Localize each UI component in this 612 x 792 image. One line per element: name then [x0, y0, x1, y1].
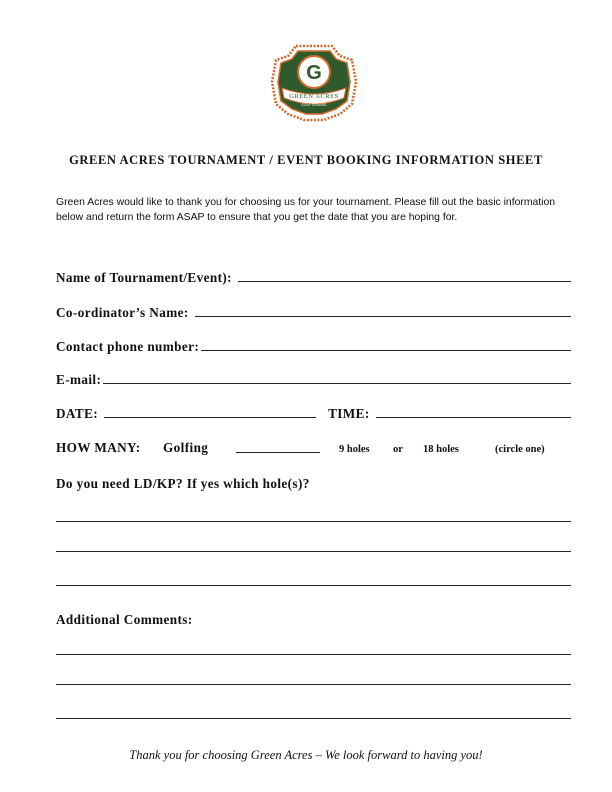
- closing-thanks: Thank you for choosing Green Acres – We look forward to having you!: [129, 748, 483, 762]
- tournament-name-label: Name of Tournament/Event):: [56, 270, 232, 285]
- ldkp-question: [56, 476, 571, 492]
- eighteen-holes-option[interactable]: 18 holes: [423, 444, 459, 455]
- logo-letter: G: [306, 62, 322, 84]
- ldkp-answer-line-3[interactable]: [56, 585, 571, 586]
- ldkp-answer-line-1[interactable]: [56, 521, 571, 522]
- page-title: GREEN ACRES TOURNAMENT / EVENT BOOKING INFORMATION SHEET: [69, 153, 543, 167]
- nine-holes-option[interactable]: 9 holes: [339, 444, 370, 455]
- contact-phone-label: Contact phone number:: [56, 339, 200, 354]
- date-label: DATE:: [56, 406, 99, 421]
- logo-name: GREEN ACRES: [289, 93, 339, 100]
- coordinator-name-label: Co-ordinator’s Name:: [56, 305, 189, 320]
- time-line[interactable]: [376, 417, 571, 418]
- comments-line-2[interactable]: [56, 684, 571, 685]
- date-time-row: [56, 406, 571, 422]
- golfing-label: Golfing: [163, 440, 209, 455]
- ldkp-label: Do you need LD/KP? If yes which hole(s)?: [56, 476, 310, 491]
- how-many-row: [56, 440, 571, 460]
- time-label: TIME:: [328, 406, 370, 421]
- tournament-name-line[interactable]: [238, 281, 571, 282]
- additional-comments-heading: [56, 612, 571, 628]
- ldkp-answer-line-2[interactable]: [56, 551, 571, 552]
- comments-line-3[interactable]: [56, 718, 571, 719]
- or-text: or: [393, 444, 403, 455]
- circle-one-note: (circle one): [495, 444, 545, 455]
- additional-comments-label: Additional Comments:: [56, 612, 193, 627]
- coordinator-name-line[interactable]: [195, 316, 571, 317]
- tournament-name-field[interactable]: [56, 270, 571, 286]
- email-line[interactable]: [103, 383, 571, 384]
- golfing-count-line[interactable]: [236, 452, 320, 453]
- how-many-label: HOW MANY:: [56, 440, 141, 455]
- email-field[interactable]: [56, 372, 571, 388]
- green-acres-logo: [268, 42, 360, 124]
- comments-line-1[interactable]: [56, 654, 571, 655]
- email-label: E-mail:: [56, 372, 102, 387]
- contact-phone-field[interactable]: [56, 339, 571, 355]
- contact-phone-line[interactable]: [201, 350, 571, 351]
- date-line[interactable]: [104, 417, 316, 418]
- logo-sub: GOLF COURSE: [301, 103, 327, 107]
- coordinator-name-field[interactable]: [56, 305, 571, 321]
- intro-paragraph: Green Acres would like to thank you for choosing us for your tournament. Please fill out the basic information below and return the form ASAP to ensure that you get the date that you are hoping for.: [56, 197, 556, 223]
